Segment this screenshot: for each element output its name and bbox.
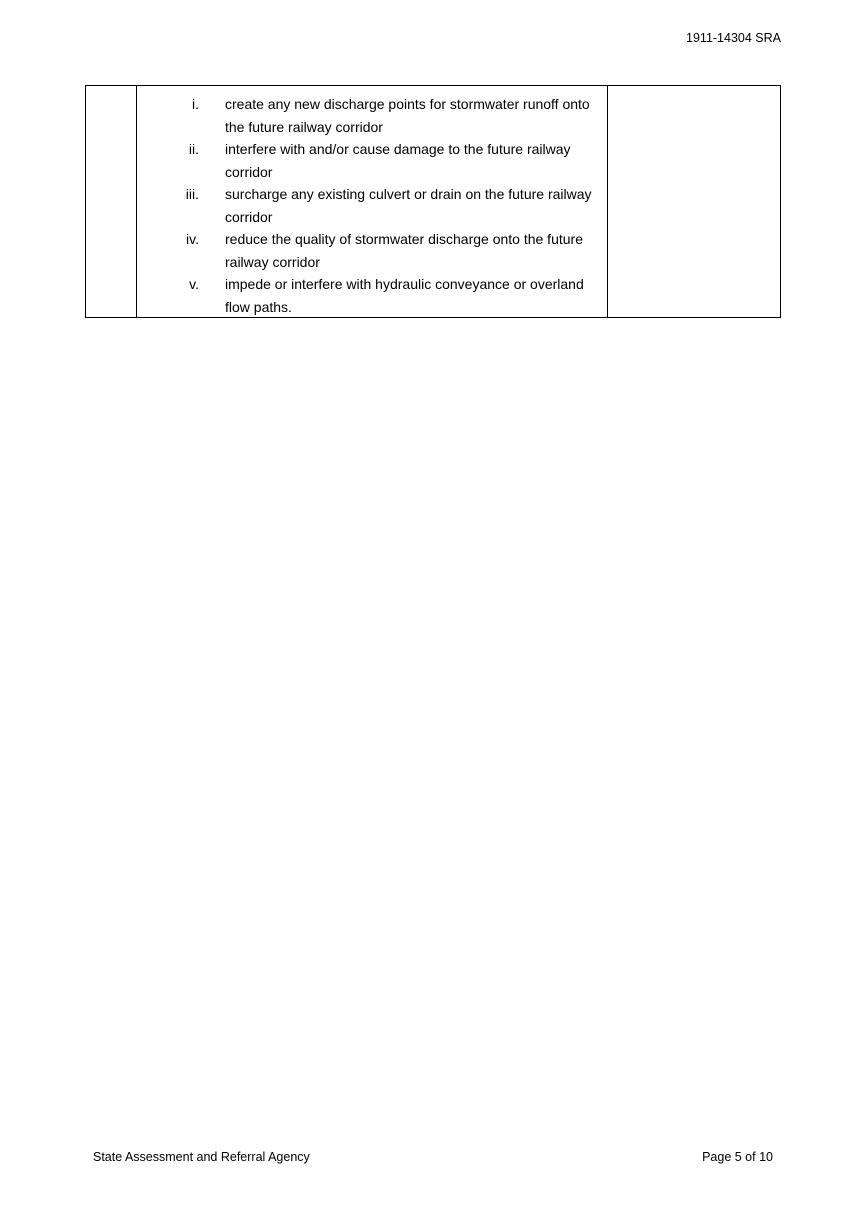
- footer-page-number: Page 5 of 10: [702, 1150, 773, 1164]
- condition-list: [137, 93, 605, 318]
- list-item-text: reduce the quality of stormwater discharge onto the future railway corridor: [225, 231, 583, 270]
- list-numeral: iv.: [186, 231, 199, 247]
- list-item-text: interfere with and/or cause damage to the future railway corridor: [225, 141, 571, 180]
- list-item: [137, 138, 605, 183]
- list-numeral: ii.: [188, 141, 199, 157]
- list-numeral: v.: [189, 276, 199, 292]
- list-numeral: i.: [192, 96, 199, 112]
- list-numeral: iii.: [185, 186, 199, 202]
- list-item-text: impede or interfere with hydraulic conveyance or overland flow paths.: [225, 276, 584, 315]
- column-divider-right: [607, 86, 608, 317]
- list-item-text: surcharge any existing culvert or drain on the future railway corridor: [225, 186, 592, 225]
- list-item: [137, 93, 605, 138]
- footer-agency: State Assessment and Referral Agency: [93, 1150, 310, 1164]
- document-reference: 1911-14304 SRA: [686, 31, 781, 45]
- list-item: [137, 183, 605, 228]
- list-item-text: create any new discharge points for stormwater runoff onto the future railway corridor: [225, 96, 590, 135]
- list-item: [137, 228, 605, 273]
- conditions-table: [85, 85, 781, 318]
- list-item: [137, 273, 605, 318]
